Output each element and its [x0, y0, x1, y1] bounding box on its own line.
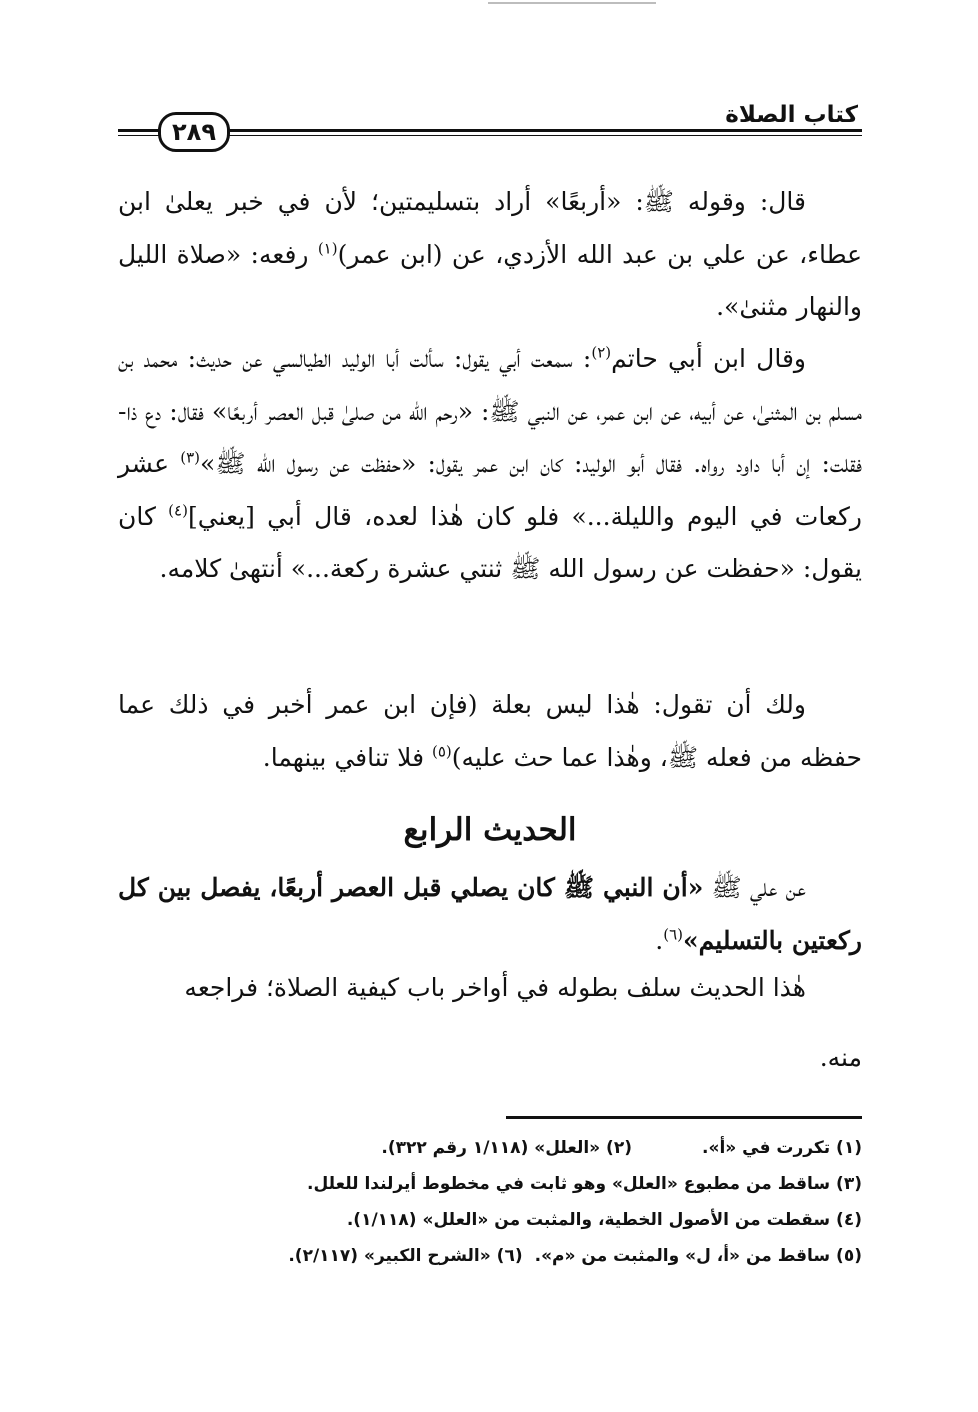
paragraph-1-tail: رفعه: «صلاة الليل والنهار مثنىٰ». [118, 239, 862, 321]
paragraph-2-text-c: عشر ركعات في اليوم والليلة...» فلو كان هٰذا لعده، قال أبي [يعني] [118, 449, 862, 531]
paragraph-3 [118, 679, 862, 784]
paragraph-2 [118, 333, 862, 596]
footnote-ref-2: (٢) [591, 343, 612, 362]
paragraph-2-text-a: وقال ابن أبي حاتم [611, 344, 806, 373]
paragraph-2-text-b: : سمعت أبي يقول: سألت أبا الوليد الطيالسي عن حديث: محمد بن مسلم بن المثنىٰ، عن أبيه، عن ابن عمر، عن النبي ﷺ: «رحم الله من صلىٰ قبل العصر أربعًا» فقال: دع ذا- فقلت: إن أبا داود رواه. فقال أبو الوليد: كان ابن عمر يقول: «حفظت عن رسول الله ﷺ» [118, 344, 862, 478]
scan-mark [488, 2, 656, 4]
section-title: الحديث الرابع [403, 812, 577, 848]
paragraph-5-text: هٰذا الحديث سلف بطوله في أواخر باب كيفية الصلاة؛ فراجعه [184, 973, 806, 1002]
footnote-ref-6: (٦) [663, 925, 684, 944]
footnote-1: (١) تكررت في «أ». [702, 1138, 862, 1158]
footnote-2: (٢) «العلل» (١/١١٨ رقم ٣٢٢). [381, 1138, 632, 1158]
page-number: ٢٨٩ [158, 112, 230, 152]
hadith-text: «أن النبي ﷺ كان يصلي قبل العصر أربعًا، يفصل بين كل ركعتين بالتسليم» [118, 873, 862, 955]
running-title: كتاب الصلاة [715, 102, 858, 128]
footnote-4: (٤) سقطت من الأصول الخطية، والمثبت من «العلل» (١/١١٨). [346, 1210, 862, 1230]
footnote-ref-1: (١) [317, 239, 338, 258]
paragraph-3-text-a: ولك أن تقول: هٰذا ليس بعلة (فإن ابن عمر أخبر في ذلك عما حفظه من فعله ﷺ، وهٰذا عما حث عليه) [118, 690, 862, 772]
footnote-separator [506, 1116, 862, 1119]
paragraph-3-text-b: فلا تنافي بينهما. [262, 742, 432, 772]
footnote-5: (٥) ساقط من «أ، ل» والمثبت من «م». [534, 1246, 862, 1266]
paragraph-4-intro: عن علي ﷺ [703, 873, 806, 902]
footnote-ref-3: (٣) [180, 448, 201, 467]
footnotes [118, 1130, 862, 1274]
paragraph-1-text: قال: وقوله ﷺ: «أربعًا» أراد بتسليمتين؛ لأن في خبر يعلىٰ ابن عطاء، عن علي بن عبد الله الأزدي، عن (ابن عمر) [118, 187, 862, 269]
paragraph-4-end: . [655, 925, 664, 955]
footnote-6: (٦) «الشرح الكبير» (٢/١١٧). [288, 1246, 523, 1266]
footnote-ref-5: (٥) [431, 742, 452, 761]
footnote-ref-4: (٤) [168, 501, 188, 520]
footnote-3: (٣) ساقط من مطبوع «العلل» وهو ثابت في مخطوط أيرلندا للعلل. [307, 1174, 862, 1194]
paragraph-5 [118, 960, 862, 1086]
paragraph-1 [118, 176, 862, 334]
paragraph-4 [118, 862, 862, 967]
footnote-line-1 [118, 1130, 862, 1166]
page-header [118, 104, 862, 154]
paragraph-5-last: منه. [819, 1043, 862, 1072]
paragraph-2-text-d: كان يقول: «حفظت عن رسول الله ﷺ ثنتي عشرة ركعة...» أنتهىٰ كلامه. [118, 501, 862, 583]
footnote-line-4 [118, 1238, 862, 1274]
